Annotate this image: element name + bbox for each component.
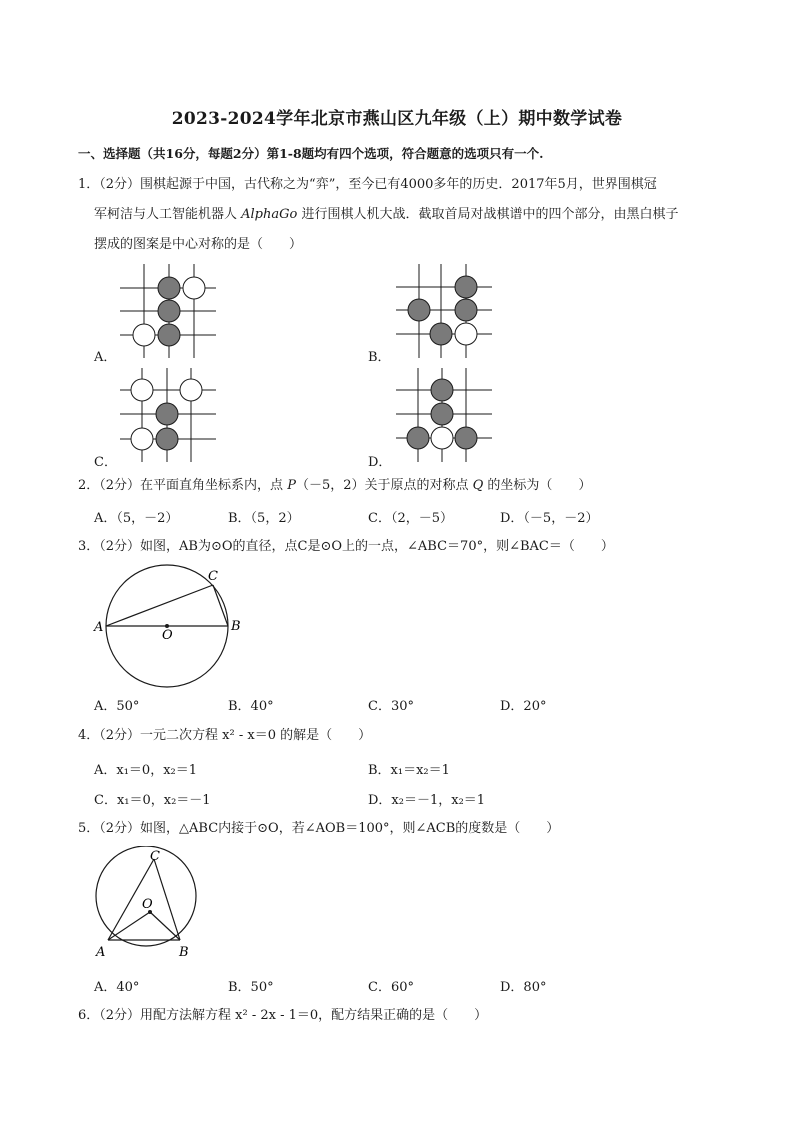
circle-diagram-q3 — [90, 560, 250, 694]
q3-option-a[interactable]: A．50° — [94, 699, 140, 714]
go-board-b — [394, 264, 494, 358]
q5-option-b[interactable]: B．50° — [228, 980, 274, 995]
q5-option-c[interactable]: C．60° — [368, 980, 414, 995]
q5-option-d[interactable]: D．80° — [500, 980, 547, 995]
question-4-stem: 4．（2分）一元二次方程 x² - x＝0 的解是（ ） — [78, 728, 372, 743]
q4-option-a[interactable]: A．x₁＝0，x₂＝1 — [94, 763, 198, 778]
label-o: O — [162, 628, 173, 643]
question-1-line-1: 1．（2分）围棋起源于中国，古代称之为“弈”，至今已有4000多年的历史．2017年5月，世界围棋冠 — [78, 177, 657, 192]
q3-option-c[interactable]: C．30° — [368, 699, 414, 714]
option-d-label[interactable]: D． — [368, 455, 392, 470]
q3-option-d[interactable]: D．20° — [500, 699, 547, 714]
go-board-d — [394, 368, 494, 462]
question-5-stem: 5．（2分）如图，△ABC内接于⊙O，若∠AOB＝100°，则∠ACB的度数是（ ） — [78, 821, 560, 836]
label-a: A — [94, 620, 104, 635]
q2-option-a[interactable]: A．（5，－2） — [94, 511, 179, 526]
section-heading: 一、选择题（共16分，每题2分）第1-8题均有四个选项，符合题意的选项只有一个. — [78, 146, 544, 161]
label-b: B — [231, 619, 241, 634]
option-b-label[interactable]: B． — [368, 350, 391, 365]
q4-option-d[interactable]: D．x₂＝－1，x₂＝1 — [368, 793, 486, 808]
question-1-line-2: 军柯洁与人工智能机器人 AlphaGo 进行围棋人机大战．截取首局对战棋谱中的四个部分，由黑白棋子 — [94, 207, 679, 222]
q3-option-b[interactable]: B．40° — [228, 699, 274, 714]
page-title: 2023-2024学年北京市燕山区九年级（上）期中数学试卷 — [171, 109, 623, 129]
question-3-stem: 3．（2分）如图，AB为⊙O的直径，点C是⊙O上的一点，∠ABC＝70°，则∠BAC＝（ ） — [78, 539, 614, 554]
question-6-stem: 6．（2分）用配方法解方程 x² - 2x - 1＝0，配方结果正确的是（ ） — [78, 1008, 488, 1023]
question-2-stem: 2．（2分）在平面直角坐标系内，点 P（－5，2）关于原点的对称点 Q 的坐标为（ ） — [78, 478, 592, 493]
go-board-a — [118, 264, 218, 358]
option-a-label[interactable]: A． — [94, 350, 117, 365]
label-b: B — [179, 945, 189, 960]
label-c: C — [208, 569, 218, 584]
question-1-line-3: 摆成的图案是中心对称的是（ ） — [94, 237, 303, 252]
q2-option-d[interactable]: D．（－5，－2） — [500, 511, 599, 526]
q5-option-a[interactable]: A．40° — [94, 980, 140, 995]
label-o: O — [142, 897, 153, 912]
q2-option-c[interactable]: C．（2，－5） — [368, 511, 453, 526]
circle-diagram-q5 — [88, 846, 212, 962]
q4-option-b[interactable]: B．x₁＝x₂＝1 — [368, 763, 450, 778]
label-a: A — [96, 945, 106, 960]
option-c-label[interactable]: C． — [94, 455, 117, 470]
label-c: C — [150, 849, 160, 864]
q4-option-c[interactable]: C．x₁＝0，x₂＝－1 — [94, 793, 211, 808]
go-board-c — [118, 368, 218, 462]
q2-option-b[interactable]: B．（5，2） — [228, 511, 300, 526]
